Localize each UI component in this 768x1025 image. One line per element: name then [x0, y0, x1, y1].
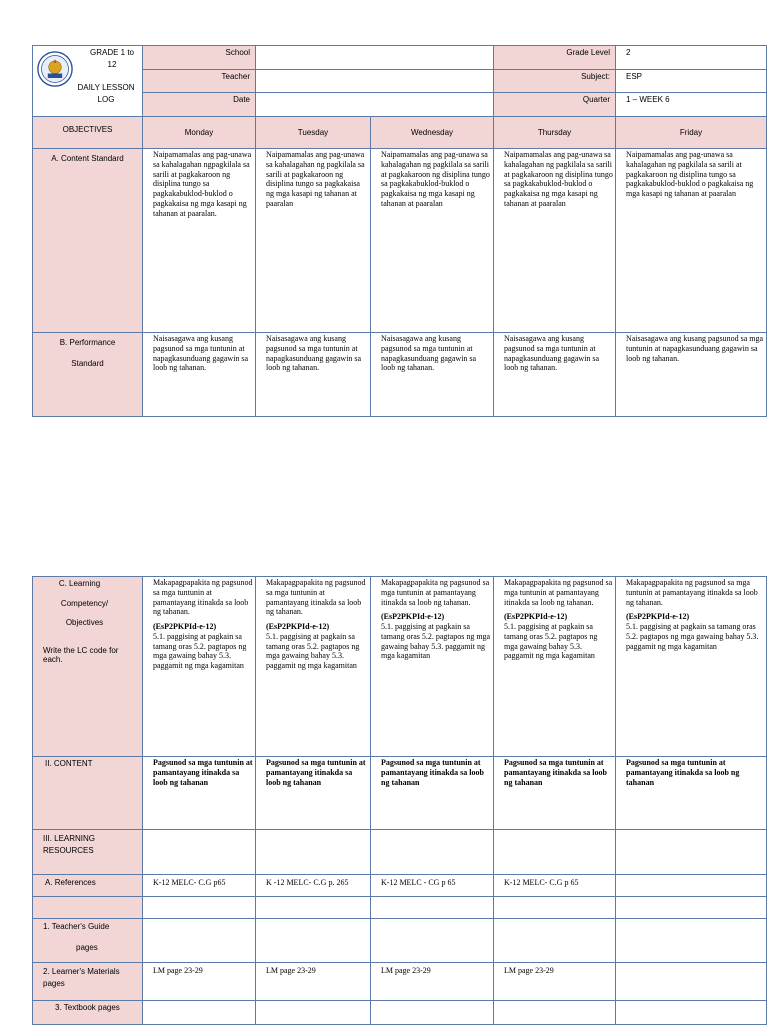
learning-competency-label: C. Learning: [58, 579, 101, 588]
learning-resources-tuesday: [256, 830, 371, 875]
lc-code: (EsP2PKPId-e-12): [626, 612, 690, 622]
teachers-guide-wednesday: [371, 919, 494, 963]
grade-level-label: Grade Level: [494, 46, 616, 70]
lc-code: (EsP2PKPId-e-12): [153, 622, 217, 631]
teachers-guide-thursday: [494, 919, 616, 963]
learning-resources-label: III. LEARNING RESOURCES: [33, 830, 143, 875]
header-logo-cell: [33, 46, 143, 117]
performance-standard-label-2: Standard: [71, 358, 104, 368]
content-thursday: Pagsunod sa mga tuntunin at pamantayang itinakda sa loob ng tahanan: [494, 757, 616, 830]
teacher-label: Teacher: [143, 70, 256, 93]
learning-competency-wednesday: [371, 577, 494, 757]
learning-competency-monday: [143, 577, 256, 757]
content-tuesday: Pagsunod sa mga tuntunin at pamantayang itinakda sa loob ng tahanan: [256, 757, 371, 830]
learners-materials-monday: LM page 23-29: [143, 963, 256, 1001]
learning-competency-friday: [616, 577, 767, 757]
content-standard-monday: Naipamamalas ang pag-unawa sa kahalagahan ngpagkilala sa sarili at pagkakaroon ng disiplina tungo sa pagkakabuklod-buklod o pagkakaisa ng mga kasapi ng tahanan at paaralan.: [143, 149, 256, 333]
learning-competency-tuesday: [256, 577, 371, 757]
teachers-guide-friday: [616, 919, 767, 963]
references-tuesday: K -12 MELC- C.G p. 265: [256, 875, 371, 897]
learning-resources-friday: [616, 830, 767, 875]
blank-cell: [371, 897, 494, 919]
day-header-tuesday: Tuesday: [256, 117, 371, 149]
teachers-guide-label: 1. Teacher's Guide: [43, 922, 110, 931]
teachers-guide-label-cell: [33, 919, 143, 963]
performance-standard-thursday: Naisasagawa ang kusang pagsunod sa mga tuntunin at napagkasunduang gagawin sa loob ng tahanan.: [494, 333, 616, 417]
references-friday: [616, 875, 767, 897]
learners-materials-tuesday: LM page 23-29: [256, 963, 371, 1001]
subject-value[interactable]: ESP: [616, 70, 767, 93]
school-label: School: [143, 46, 256, 70]
performance-standard-monday: Naisasagawa ang kusang pagsunod sa mga tuntunin at napagkasunduang gagawin sa loob ng tahanan.: [143, 333, 256, 417]
learning-resources-thursday: [494, 830, 616, 875]
performance-standard-tuesday: Naisasagawa ang kusang pagsunod sa mga tuntunin at napagkasunduang gagawin sa loob ng tahanan.: [256, 333, 371, 417]
learners-materials-wednesday: LM page 23-29: [371, 963, 494, 1001]
date-value[interactable]: [256, 93, 494, 117]
performance-standard-label: B. Performance: [59, 338, 116, 347]
performance-standard-wednesday: Naisasagawa ang kusang pagsunod sa mga tuntunin at napagkasunduang gagawin sa loob ng tahanan.: [371, 333, 494, 417]
objectives-header: OBJECTIVES: [33, 117, 143, 149]
textbook-label: 3. Textbook pages: [33, 1001, 143, 1025]
day-header-monday: Monday: [143, 117, 256, 149]
content-monday: Pagsunod sa mga tuntunin at pamantayang itinakda sa loob ng tahanan: [143, 757, 256, 830]
teachers-guide-tuesday: [256, 919, 371, 963]
lc-intro: Makapagpapakita ng pagsunod sa mga tuntunin at pamantayang itinakda sa loob ng tahanan.: [626, 578, 758, 607]
teachers-guide-label-2: pages: [76, 942, 98, 952]
grade-level-value[interactable]: 2: [616, 46, 767, 70]
references-wednesday: K-12 MELC - CG p 65: [371, 875, 494, 897]
textbook-tuesday: [256, 1001, 371, 1025]
lc-items: 5.1. paggising at pagkain sa tamang oras 5.2. pagtapos ng mga gawaing bahay 5.3. paggamit ng mga kagamitan: [504, 622, 598, 661]
blank-label-cell: [33, 897, 143, 919]
lc-items: 5.1. paggising at pagkain sa tamang oras 5.2. pagtapos ng mga gawaing bahay 5.3. paggamit ng mga kagamitan: [266, 631, 360, 670]
day-header-wednesday: Wednesday: [371, 117, 494, 149]
blank-cell: [256, 897, 371, 919]
subject-label: Subject:: [494, 70, 616, 93]
learning-competency-label-cell: [33, 577, 143, 757]
learning-competency-label-3: Objectives: [65, 618, 104, 628]
learning-resources-wednesday: [371, 830, 494, 875]
textbook-friday: [616, 1001, 767, 1025]
content-standard-label: A. Content Standard: [33, 149, 143, 333]
lc-code: (EsP2PKPId-e-12): [504, 612, 568, 622]
lc-intro: Makapagpapakita ng pagsunod sa mga tuntunin at pamantayang itinakda sa loob ng tahanan.: [153, 578, 253, 617]
content-friday: Pagsunod sa mga tuntunin at pamantayang itinakda sa loob ng tahanan: [616, 757, 767, 830]
blank-cell: [143, 897, 256, 919]
textbook-thursday: [494, 1001, 616, 1025]
lc-items: 5.1. paggising at pagkain sa tamang oras 5.2. pagtapos ng mga gawaing bahay 5.3. paggamit ng mga kagamitan: [153, 631, 247, 670]
lesson-log-table-top: [32, 45, 767, 417]
quarter-label: Quarter: [494, 93, 616, 117]
teachers-guide-monday: [143, 919, 256, 963]
lc-intro: Makapagpapakita ng pagsunod sa mga tuntunin at pamantayang itinakda sa loob ng tahanan.: [504, 578, 613, 607]
content-standard-friday: Naipamamalas ang pag-unawa sa kahalagahan ng pagkilala sa sarili at pagkakaroon ng disiplina tungo sa pagkakabuklod-buklod o pagkakaisa ng mga kasapi ng tahanan at paaralan: [616, 149, 767, 333]
lc-code: (EsP2PKPId-e-12): [266, 622, 330, 631]
grade-range: GRADE 1 to 12: [89, 48, 134, 69]
lc-intro: Makapagpapakita ng pagsunod sa mga tuntunin at pamantayang itinakda sa loob ng tahanan.: [266, 578, 366, 617]
lc-items: 5.1. paggising at pagkain sa tamang oras 5.2. pagtapos ng mga gawaing bahay 5.3. paggamit ng mga kagamitan: [381, 622, 491, 661]
content-label: II. CONTENT: [33, 757, 143, 830]
lc-code-note: Write the LC code for each.: [43, 645, 119, 665]
references-thursday: K-12 MELC- C.G p 65: [494, 875, 616, 897]
performance-standard-label-cell: [33, 333, 143, 417]
learning-competency-thursday: [494, 577, 616, 757]
content-standard-wednesday: Naipamamalas ang pag-unawa sa kahalagahan ng pagkilala sa sarili at pagkakaroon ng disiplina tungo sa pagkakabuklod-buklod o pagkakaisa ng mga kasapi ng tahanan at paaralan: [371, 149, 494, 333]
quarter-value[interactable]: 1 – WEEK 6: [616, 93, 767, 117]
learners-materials-friday: [616, 963, 767, 1001]
content-standard-tuesday: Naipamamalas ang pag-unawa sa kahalagahan ng pagkilala sa sarili at pagkakaroon ng disiplina tungo sa pagkakaisa ng mga kasapi ng tahanan at paaralan: [256, 149, 371, 333]
references-label: A. References: [33, 875, 143, 897]
blank-cell: [494, 897, 616, 919]
textbook-wednesday: [371, 1001, 494, 1025]
performance-standard-friday: Naisasagawa ang kusang pagsunod sa mga tuntunin at napagkasunduang gagawin sa loob ng tahanan.: [616, 333, 767, 417]
lc-code: (EsP2PKPId-e-12): [381, 612, 445, 622]
learners-materials-thursday: LM page 23-29: [494, 963, 616, 1001]
teacher-value[interactable]: [256, 70, 494, 93]
blank-cell: [616, 897, 767, 919]
references-monday: K-12 MELC- C.G p65: [143, 875, 256, 897]
lesson-log-table-bottom: [32, 576, 767, 1025]
lc-intro: Makapagpapakita ng pagsunod sa mga tuntunin at pamantayang itinakda sa loob ng tahanan.: [381, 578, 490, 607]
document-title: DAILY LESSON LOG: [77, 83, 135, 104]
content-wednesday: Pagsunod sa mga tuntunin at pamantayang itinakda sa loob ng tahanan: [371, 757, 494, 830]
textbook-monday: [143, 1001, 256, 1025]
school-value[interactable]: [256, 46, 494, 70]
learning-resources-monday: [143, 830, 256, 875]
learning-competency-label-2: Competency/: [60, 598, 109, 608]
day-header-friday: Friday: [616, 117, 767, 149]
date-label: Date: [143, 93, 256, 117]
day-header-thursday: Thursday: [494, 117, 616, 149]
content-standard-thursday: Naipamamalas ang pag-unawa sa kahalagahan ng pagkilala sa sarili at pagkakaroon ng disiplina tungo sa pagkakabuklod-buklod o pagkakaisa ng mga kasapi ng tahanan at paaralan: [494, 149, 616, 333]
deped-seal-icon: [37, 51, 73, 87]
lc-items: 5.1. paggising at pagkain sa tamang oras 5.2. pagtapos ng mga gawaing bahay 5.3. paggamit ng mga kagamitan: [626, 622, 759, 651]
learners-materials-label: 2. Learner's Materials pages: [33, 963, 143, 1001]
